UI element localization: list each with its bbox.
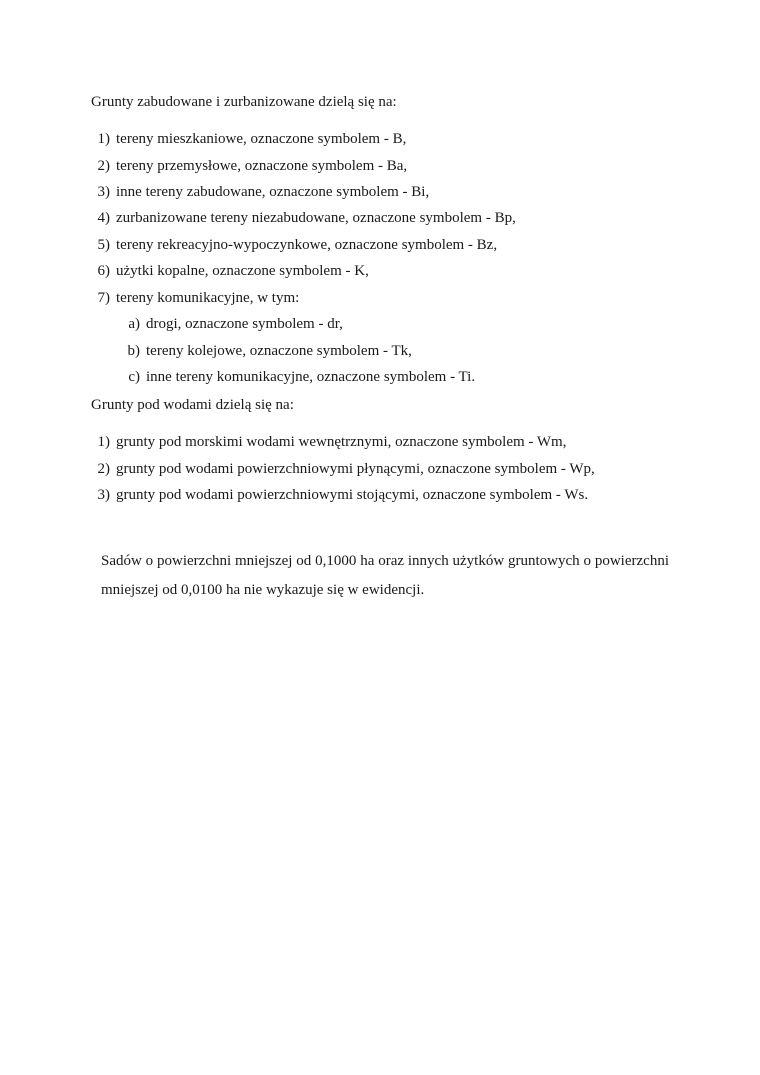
- list-item: [86, 156, 407, 176]
- list-item-text: zurbanizowane tereny niezabudowane, oznaczone symbolem - Bp,: [116, 210, 516, 226]
- list-item-text: tereny rekreacyjno-wypoczynkowe, oznaczone symbolem - Bz,: [116, 237, 498, 253]
- sub-list-item-letter: a): [128, 316, 140, 332]
- list-item-number: 4): [97, 210, 110, 226]
- list-item-number: 3): [97, 487, 110, 503]
- note-paragraph: Sadów o powierzchni mniejszej od 0,1000 ha oraz innych użytków gruntowych o powierzchni mniejszej od 0,0100 ha nie wykazuje się w ewidencji.: [101, 553, 669, 598]
- list-item-text: grunty pod wodami powierzchniowymi stojącymi, oznaczone symbolem - Ws.: [116, 487, 589, 503]
- list-item-text: użytki kopalne, oznaczone symbolem - K,: [116, 263, 369, 279]
- list-item-text: grunty pod wodami powierzchniowymi płynącymi, oznaczone symbolem - Wp,: [116, 461, 595, 477]
- list-item: [86, 208, 516, 228]
- sub-list-item-text: inne tereny komunikacyjne, oznaczone symbolem - Ti.: [146, 369, 476, 385]
- sub-list-item-letter: c): [128, 369, 140, 385]
- list-item: [86, 235, 497, 255]
- sub-list-item: [120, 341, 412, 361]
- list-item-number: 3): [97, 184, 110, 200]
- list-item-number: 1): [97, 434, 110, 450]
- section2-heading: Grunty pod wodami dzielą się na:: [91, 397, 294, 413]
- list-item: [86, 288, 299, 308]
- sub-list-item-text: tereny kolejowe, oznaczone symbolem - Tk,: [146, 343, 412, 359]
- list-item-number: 7): [97, 290, 110, 306]
- section1-heading: Grunty zabudowane i zurbanizowane dzielą się na:: [91, 94, 397, 110]
- list-item-number: 2): [97, 461, 110, 477]
- list-item: [86, 182, 429, 202]
- list-item-text: grunty pod morskimi wodami wewnętrznymi, oznaczone symbolem - Wm,: [116, 434, 567, 450]
- sub-list-item: [120, 367, 475, 387]
- list-item-number: 1): [97, 131, 110, 147]
- list-item-text: inne tereny zabudowane, oznaczone symbolem - Bi,: [116, 184, 430, 200]
- sub-list-item-letter: b): [127, 343, 140, 359]
- sub-list-item-text: drogi, oznaczone symbolem - dr,: [146, 316, 343, 332]
- list-item-text: tereny przemysłowe, oznaczone symbolem - Ba,: [116, 158, 408, 174]
- list-item-text: tereny mieszkaniowe, oznaczone symbolem - B,: [116, 131, 407, 147]
- sub-list-item: [120, 314, 343, 334]
- list-item-number: 2): [97, 158, 110, 174]
- list-item: [86, 261, 369, 281]
- list-item-text: tereny komunikacyjne, w tym:: [116, 290, 300, 306]
- list-item-number: 5): [97, 237, 110, 253]
- list-item: [86, 485, 588, 505]
- list-item: [86, 432, 566, 452]
- list-item-number: 6): [97, 263, 110, 279]
- list-item: [86, 129, 406, 149]
- list-item: [86, 459, 595, 479]
